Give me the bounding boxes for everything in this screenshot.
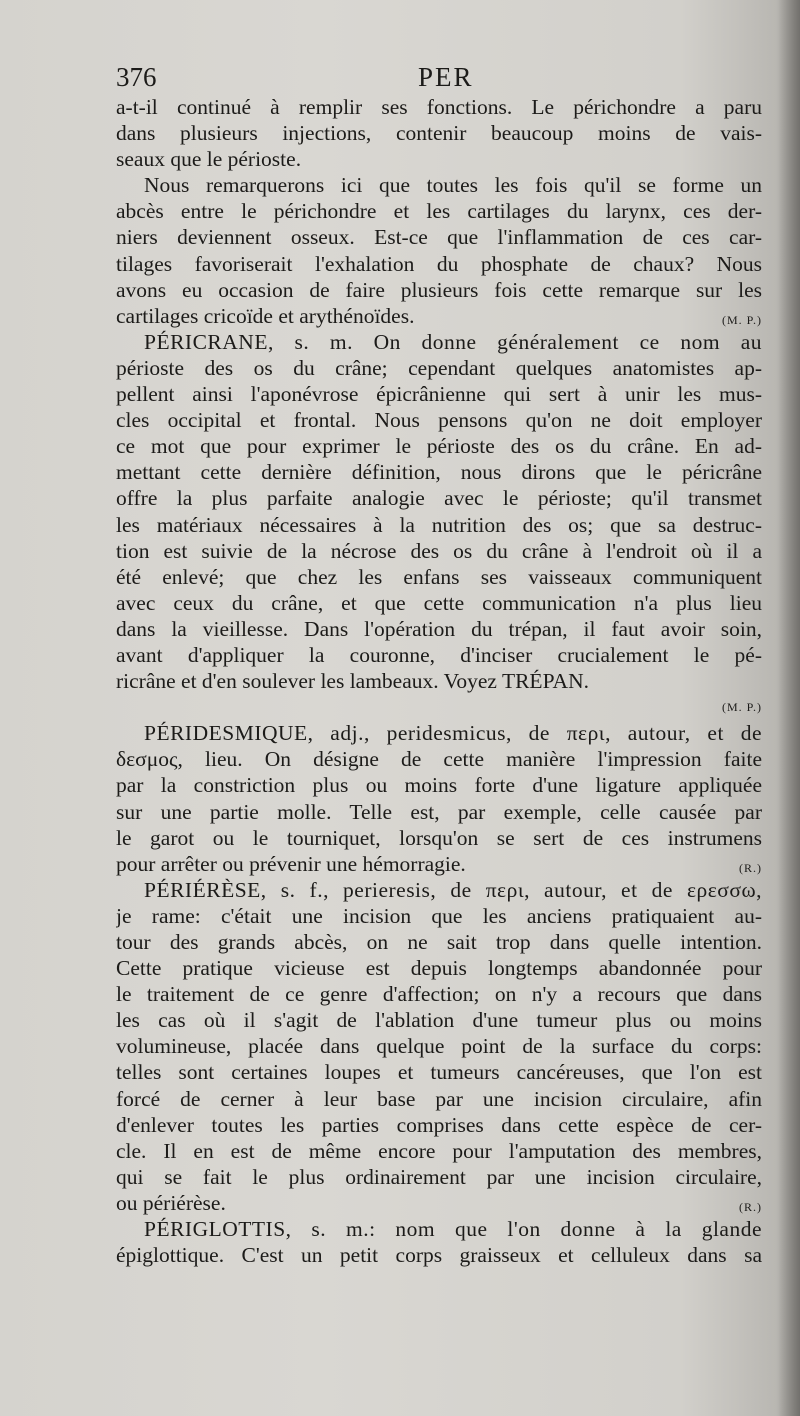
line-text: cles occipital et frontal. Nous pensons qu'on ne doit employer: [116, 408, 762, 433]
line-text: tilages favoriserait l'exhalation du phosphate de chaux? Nous: [116, 251, 762, 276]
text-line: [116, 981, 762, 1007]
text-line: [116, 407, 762, 433]
line-text: offre la plus parfaite analogie avec le périoste; qu'il transmet: [116, 486, 762, 511]
line-text: seaux que le périoste.: [116, 147, 302, 172]
text-line: [116, 329, 762, 355]
running-head: PER: [418, 62, 474, 92]
text-line: [116, 433, 762, 459]
text-line: [116, 668, 762, 694]
line-text: forcé de cerner à leur base par une incision circulaire, afin: [116, 1086, 762, 1111]
text-line: [116, 485, 762, 511]
author-signature: (M. P.): [721, 312, 762, 327]
line-text: dans la vieillesse. Dans l'opération du trépan, il faut avoir soin,: [116, 616, 762, 641]
text-line: [116, 590, 762, 616]
line-text: le garot ou le tourniquet, lorsqu'on se sert de ces instrumens: [116, 825, 762, 850]
text-line: [116, 538, 762, 564]
text-line: [116, 1138, 762, 1164]
line-text: je rame: c'était une incision que les anciens pratiquaient au-: [116, 903, 762, 928]
line-text: δεσμος, lieu. On désigne de cette manière l'impression faite: [116, 747, 762, 772]
line-text: les matériaux nécessaires à la nutrition des os; que sa destruc-: [116, 512, 762, 537]
line-text: sur une partie molle. Telle est, par exemple, celle causée par: [116, 799, 762, 824]
line-text: volumineuse, placée dans quelque point de la surface du corps:: [116, 1034, 762, 1059]
text-line: [116, 459, 762, 485]
text-line: [116, 1007, 762, 1033]
text-line: [116, 720, 762, 746]
line-text: par la constriction plus ou moins forte d'une ligature appliquée: [116, 773, 762, 798]
line-text: le traitement de ce genre d'affection; on n'y a recours que dans: [116, 982, 762, 1007]
text-line: [116, 224, 762, 250]
text-line: [116, 772, 762, 798]
text-line: [116, 1164, 762, 1190]
text-line: [116, 1190, 762, 1216]
text-line: [116, 1242, 762, 1268]
line-text: d'enlever toutes les parties comprises dans cette espèce de cer-: [116, 1112, 762, 1137]
text-line: [116, 94, 762, 120]
text-line: [116, 642, 762, 668]
text-line: [116, 355, 762, 381]
text-line: [116, 381, 762, 407]
line-text: telles sont certaines loupes et tumeurs cancéreuses, que l'on est: [116, 1060, 762, 1085]
line-text: ricrâne et d'en soulever les lambeaux. Voyez TRÉPAN.: [116, 669, 589, 694]
line-text: abcès entre le périchondre et les cartilages du larynx, ces der-: [116, 199, 762, 224]
text-line: [116, 303, 762, 329]
line-text: cartilages cricoïde et arythénoïdes.: [116, 303, 415, 328]
line-text: périoste des os du crâne; cependant quelques anatomistes ap-: [116, 355, 762, 380]
line-text: PÉRIÉRÈSE, s. f., perieresis, de περι, autour, et de ερεσσω,: [144, 877, 762, 902]
author-signature: (R.): [739, 1199, 762, 1214]
text-line: [116, 955, 762, 981]
text-line: [116, 277, 762, 303]
text-line: [116, 1059, 762, 1085]
text-line: [116, 120, 762, 146]
line-text: PÉRICRANE, s. m. On donne généralement ce nom au: [144, 329, 762, 354]
line-text: ce mot que pour exprimer le périoste des os du crâne. En ad-: [116, 434, 762, 459]
text-line: [116, 198, 762, 224]
text-line: [116, 1112, 762, 1138]
line-text: épiglottique. C'est un petit corps graisseux et celluleux dans sa: [116, 1243, 762, 1268]
text-line: [116, 1033, 762, 1059]
line-text: PÉRIGLOTTIS, s. m.: nom que l'on donne à la glande: [144, 1217, 762, 1242]
page-number: 376: [116, 62, 157, 92]
text-line: [116, 616, 762, 642]
line-text: cle. Il en est de même encore pour l'amputation des membres,: [116, 1138, 762, 1163]
line-text: qui se fait le plus ordinairement par une incision circulaire,: [116, 1164, 762, 1189]
text-line: [116, 146, 762, 172]
text-line: [116, 1216, 762, 1242]
line-text: niers deviennent osseux. Est-ce que l'inflammation de ces car-: [116, 225, 762, 250]
text-line: [116, 877, 762, 903]
line-text: pour arrêter ou prévenir une hémorragie.: [116, 851, 466, 876]
text-line: [116, 825, 762, 851]
text-line: [116, 851, 762, 877]
line-text: avec ceux du crâne, et que cette communication n'a plus lieu: [116, 590, 762, 615]
text-line: [116, 1086, 762, 1112]
text-line: [116, 746, 762, 772]
text-line: [116, 903, 762, 929]
text-line: [116, 564, 762, 590]
line-text: été enlevé; que chez les enfans ses vaisseaux communiquent: [116, 564, 762, 589]
line-text: les cas où il s'agit de l'ablation d'une tumeur plus ou moins: [116, 1008, 762, 1033]
line-text: ou périérèse.: [116, 1190, 226, 1215]
text-line: [116, 512, 762, 538]
author-signature: (R.): [739, 860, 762, 875]
text-line: [116, 929, 762, 955]
line-text: dans plusieurs injections, contenir beaucoup moins de vais-: [116, 121, 762, 146]
line-text: pellent ainsi l'aponévrose épicrânienne qui sert à unir les mus-: [116, 382, 762, 407]
text-line: [116, 251, 762, 277]
line-text: PÉRIDESMIQUE, adj., peridesmicus, de περι, autour, et de: [144, 721, 762, 746]
text-line: [116, 799, 762, 825]
line-text: tion est suivie de la nécrose des os du crâne à l'endroit où il a: [116, 538, 762, 563]
dictionary-text: [116, 94, 762, 1268]
page-header: [116, 62, 766, 94]
line-text: Cette pratique vicieuse est depuis longtemps abandonnée pour: [116, 956, 762, 981]
line-text: avant d'appliquer la couronne, d'inciser crucialement le pé-: [116, 642, 762, 667]
line-text: avons eu occasion de faire plusieurs fois cette remarque sur les: [116, 277, 762, 302]
line-text: Nous remarquerons ici que toutes les fois qu'il se forme un: [144, 173, 762, 198]
line-text: mettant cette dernière définition, nous dirons que le péricrâne: [116, 460, 762, 485]
text-line: [116, 172, 762, 198]
author-signature: (M. P.): [721, 700, 762, 715]
page-edge-shadow: [778, 0, 800, 1416]
line-text: tour des grands abcès, on ne sait trop dans quelle intention.: [116, 930, 762, 954]
line-text: a-t-il continué à remplir ses fonctions. Le périchondre a paru: [116, 95, 762, 119]
